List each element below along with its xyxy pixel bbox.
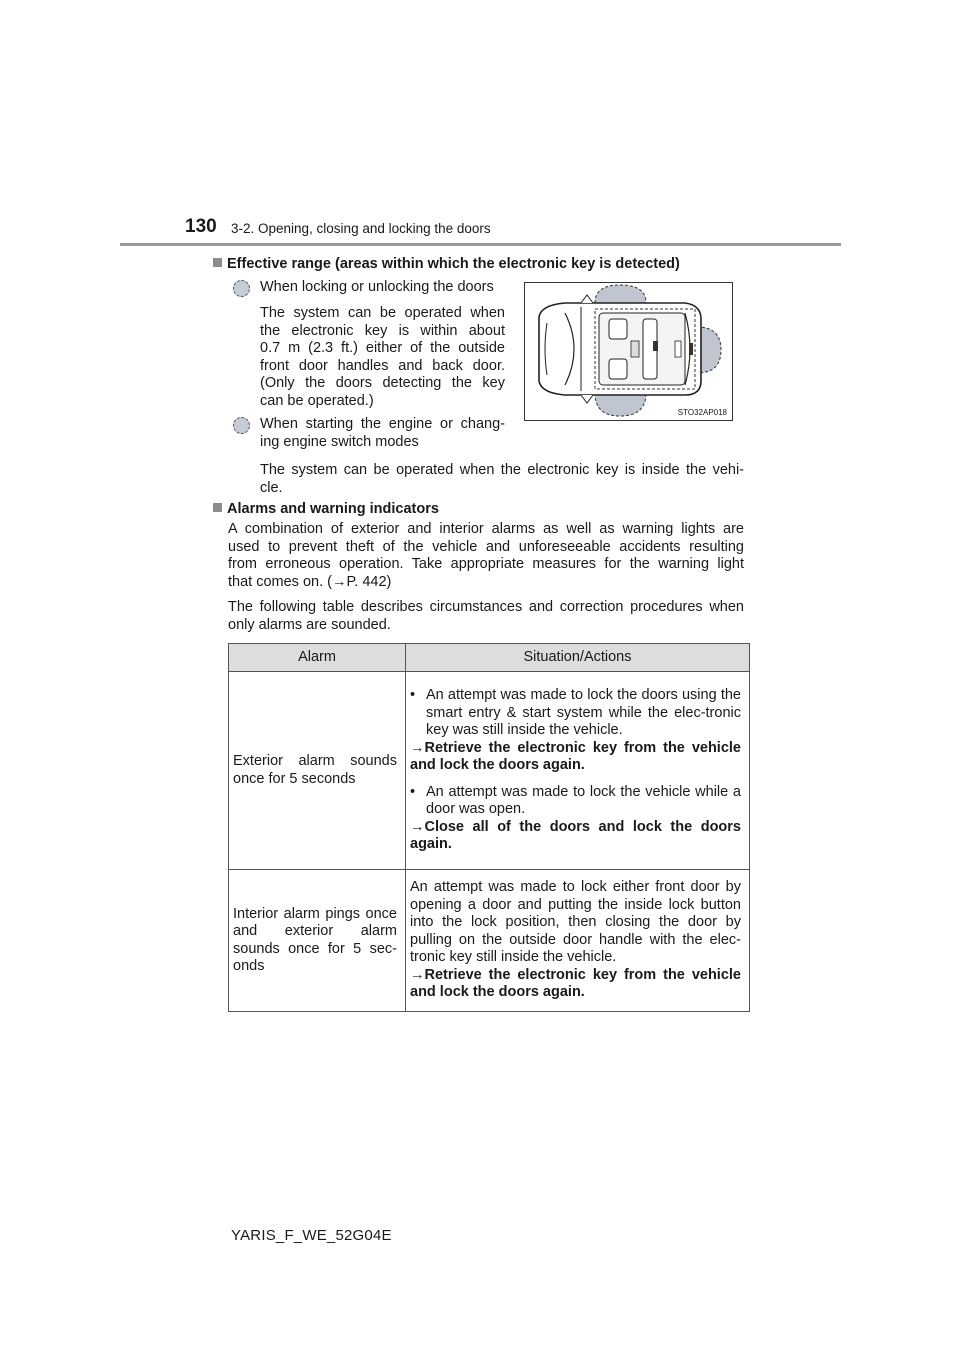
header-situation: Situation/Actions [406, 644, 750, 672]
header-alarm: Alarm [229, 644, 406, 672]
document-code: YARIS_F_WE_52G04E [231, 1227, 392, 1244]
table-header-row [229, 644, 750, 672]
figure-code: STO32AP018 [677, 408, 727, 417]
item1-line: the electronic key is within about [260, 322, 505, 339]
item2-description [260, 462, 744, 497]
square-bullet-icon [213, 503, 222, 512]
header-rule [120, 243, 841, 246]
row1-situation [406, 672, 750, 870]
row1-action-1: →Retrieve the electronic key from the vehicle and lock the doors again. [410, 739, 741, 774]
alarms-heading-text: Alarms and warning indicators [227, 501, 439, 517]
alarms-paragraph-line: A combination of exterior and interior alarms as well as warning lights are [228, 521, 744, 537]
item1-description [260, 305, 505, 410]
row1-bullet-2-text: An attempt was made to lock the vehicle while a door was open. [426, 783, 741, 818]
key-range-figure [524, 282, 733, 421]
alarms-paragraph-line: used to prevent theft of the vehicle and unforeseeable accidents resulting [228, 538, 744, 555]
item2-title-line: When starting the engine or chang- [260, 416, 505, 432]
item1-line: (Only the doors detecting the key [260, 375, 505, 391]
item2-line: cle. [260, 479, 283, 496]
table-row [229, 870, 750, 1012]
effective-range-heading-text: Effective range (areas within which the electronic key is detected) [227, 256, 680, 272]
item1-line: The system can be operated when [260, 305, 505, 321]
alarms-paragraph-line: that comes on. (→P. 442) [228, 573, 392, 590]
table-row [229, 672, 750, 870]
item2-title-line: ing engine switch modes [260, 433, 419, 450]
item2-title [260, 416, 505, 451]
alarms-paragraph-line: from erroneous operation. Take appropriate measures for the warning light [228, 556, 744, 572]
row2-text: An attempt was made to lock either front door by opening a door and putting the inside lock button into the lock position, then closing the door by pulling on the outside door handle with the elec-tronic key still inside the vehicle. [410, 879, 741, 966]
alarms-paragraph-2 [228, 599, 744, 634]
item1-line: front door handles and back door. [260, 357, 505, 374]
page-number: 130 [185, 216, 217, 237]
section-title: 3-2. Opening, closing and locking the doors [231, 221, 491, 236]
row1-alarm: Exterior alarm sounds once for 5 seconds [229, 672, 406, 870]
row2-alarm: Interior alarm pings once and exterior alarm sounds once for 5 sec-onds [229, 870, 406, 1012]
alarms-heading [213, 501, 439, 517]
row1-bullet-1-text: An attempt was made to lock the doors using the smart entry & start system while the elec-tronic key was still inside the vehicle. [426, 687, 741, 739]
alarms-paragraph-line: The following table describes circumstances and correction procedures when [228, 599, 744, 615]
car-top-view-illustration [525, 283, 732, 420]
front-left-zone [595, 285, 646, 303]
row1-bullet-1: • An attempt was made to lock the doors using the smart entry & start system while the elec-tronic key was still inside the vehicle. [410, 687, 741, 739]
alarm-table [228, 643, 750, 1012]
item1-title: When locking or unlocking the doors [260, 279, 494, 295]
row1-bullet-2: • An attempt was made to lock the vehicle while a door was open. [410, 783, 741, 818]
row2-situation [406, 870, 750, 1012]
front-right-zone [595, 393, 646, 416]
square-bullet-icon [213, 258, 222, 267]
alarms-paragraph-line: only alarms are sounded. [228, 616, 391, 633]
range-marker-icon [233, 280, 250, 297]
effective-range-heading [213, 256, 680, 272]
item1-line: 0.7 m (2.3 ft.) either of the outside [260, 340, 505, 356]
item2-line: The system can be operated when the electronic key is inside the vehi- [260, 462, 744, 478]
range-marker-icon [233, 417, 250, 434]
alarms-paragraph-1 [228, 521, 744, 591]
item1-line: can be operated.) [260, 392, 374, 409]
row1-action-2: →Close all of the doors and lock the doors again. [410, 818, 741, 853]
row2-action: →Retrieve the electronic key from the vehicle and lock the doors again. [410, 966, 741, 1001]
